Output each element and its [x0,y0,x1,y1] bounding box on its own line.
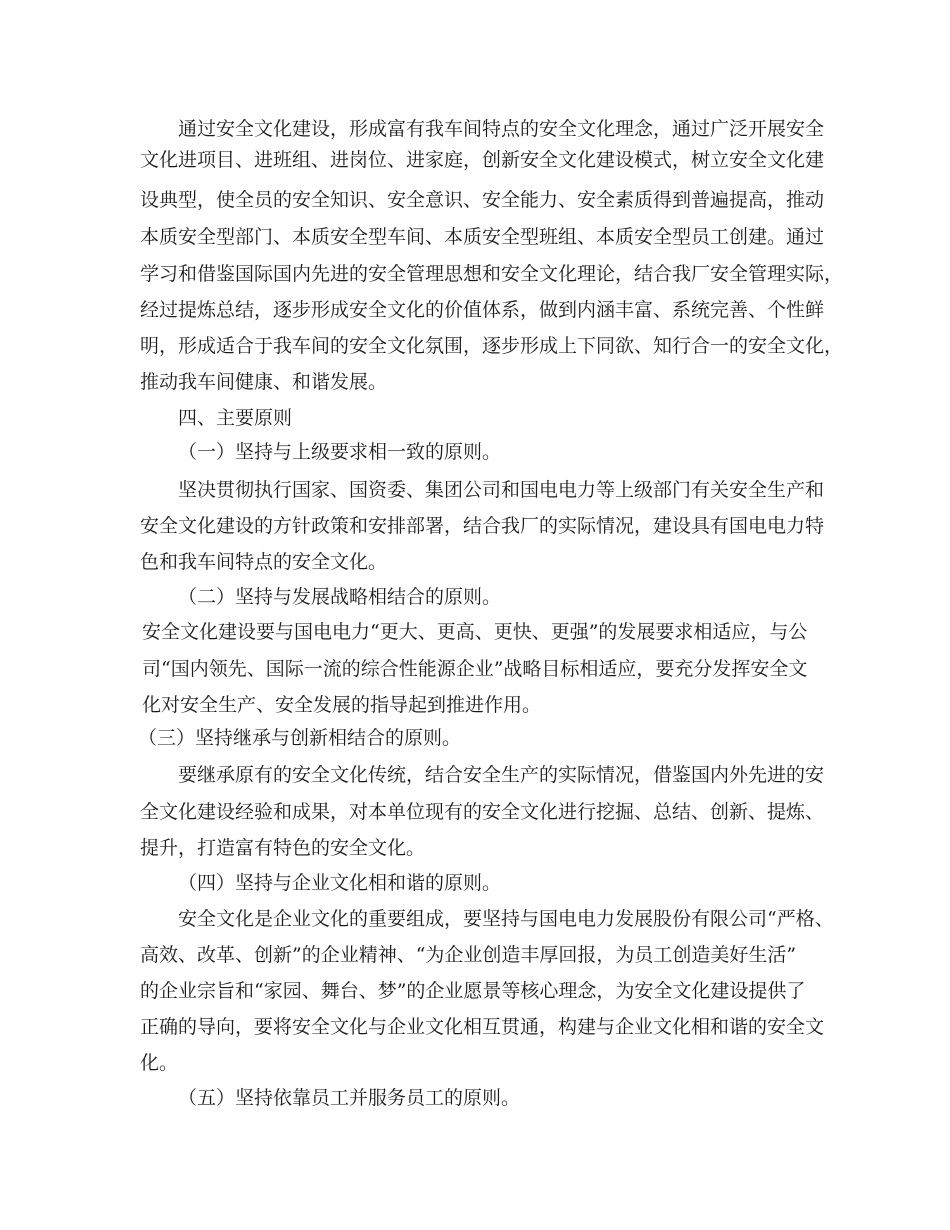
body-line: 安全文化建设的方针政策和安排部署，结合我厂的实际情况，建设具有国电电力特 [140,515,825,537]
body-line: 安全文化建设要与国电电力“更大、更高、更快、更强”的发展要求相适应，与公 [142,621,808,643]
body-line: 坚决贯彻执行国家、国资委、集团公司和国电电力等上级部门有关安全生产和 [178,479,825,501]
principle-heading-3: （三）坚持继承与创新相结合的原则。 [138,727,462,749]
body-line: 色和我车间特点的安全文化。 [140,551,388,573]
body-line: 化。 [140,1052,179,1074]
section-heading: 四、主要原则 [178,407,293,429]
body-line: 高效、改革、创新”的企业精神、“为企业创造丰厚回报，为员工创造美好生活” [140,944,797,966]
body-line: 提升，打造富有特色的安全文化。 [140,837,426,859]
body-line: 经过提炼总结，逐步形成安全文化的价值体系，做到内涵丰富、系统完善、个性鲜 [140,299,825,321]
body-line: 安全文化是企业文化的重要组成，要坚持与国电电力发展股份有限公司“严格、 [178,908,834,930]
principle-heading-4: （四）坚持与企业文化相和谐的原则。 [178,872,502,894]
body-line: 推动我车间健康、和谐发展。 [140,371,388,393]
body-line: 学习和借鉴国际国内先进的安全管理思想和安全文化理论，结合我厂安全管理实际， [140,263,844,285]
body-line: 要继承原有的安全文化传统，结合安全生产的实际情况，借鉴国内外先进的安 [178,764,825,786]
body-line: 本质安全型部门、本质安全型车间、本质安全型班组、本质安全型员工创建。通过 [140,226,825,248]
body-line: 的企业宗旨和“家园、舞台、梦”的企业愿景等核心理念，为安全文化建设提供了 [140,980,806,1002]
body-line: 设典型，使全员的安全知识、安全意识、安全能力、安全素质得到普遍提高，推动 [140,189,825,211]
body-line: 文化进项目、进班组、进岗位、进家庭，创新安全文化建设模式，树立安全文化建 [140,149,825,171]
principle-heading-5: （五）坚持依靠员工并服务员工的原则。 [178,1087,521,1109]
body-line: 全文化建设经验和成果，对本单位现有的安全文化进行挖掘、总结、创新、提炼、 [140,801,825,823]
principle-heading-2: （二）坚持与发展战略相结合的原则。 [178,586,502,608]
principle-heading-1: （一）坚持与上级要求相一致的原则。 [178,441,502,463]
body-line: 明，形成适合于我车间的安全文化氛围，逐步形成上下同欲、知行合一的安全文化， [140,335,844,357]
body-line: 正确的导向，要将安全文化与企业文化相互贯通，构建与企业文化相和谐的安全文 [140,1016,825,1038]
body-line: 通过安全文化建设，形成富有我车间特点的安全文化理念，通过广泛开展安全 [178,118,825,140]
body-line: 司“国内领先、国际一流的综合性能源企业”战略目标相适应，要充分发挥安全文 [142,658,808,680]
body-line: 化对安全生产、安全发展的指导起到推进作用。 [142,694,542,716]
